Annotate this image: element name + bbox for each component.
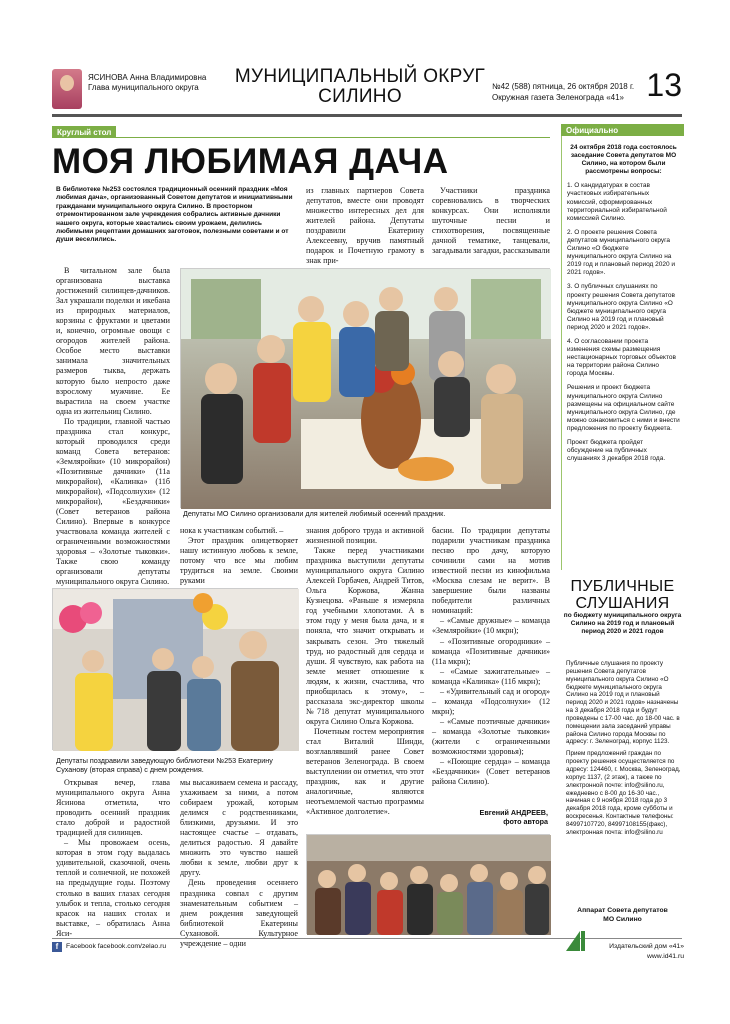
paragraph: В читальном зале была организована выставка достижений силинцев-дачников. Зал украшали поделки и икебана из природных материалов, корзины с фруктами и цветами и, конечно, огромные овощи с огородов жителей района. Особое место выставки занимала значительных размеров тыква, держать которую было непросто даже взрослому мужчине. Ее вырастила на своем участке одна из жительниц Силино. (56, 266, 170, 416)
photo-audience (306, 834, 550, 934)
paragraph: нока к участникам событий. – (180, 526, 284, 535)
rubric-divider (52, 137, 550, 138)
nomination: – «Поющие сердца» – команда «Бездачники» (Совет ветеранов района Силино). (432, 757, 550, 787)
photo-1-caption: Депутаты МО Силино организовали для жителей любимый осенний праздник. (183, 509, 446, 518)
article-column-2-bottom (180, 778, 298, 948)
section-title-line2: СИЛИНО (318, 86, 402, 107)
nomination: – «Самые зажигательные» – команда «Калинка» (11б мкрн); (432, 666, 550, 686)
paragraph: День проведения осеннего праздника совпал с другим знаменательным событием – днем рождения заведующей библиотекой Екатерины Сухановой. Культурное учреждение – одни (180, 878, 298, 948)
author-name: ЯСИНОВА Анна Владимировна (88, 73, 207, 82)
sidebar-note: Решения и проект бюджета муниципального округа Силино размещены на официальном сайте муниципального округа Силино, где можно ознакомиться с ними и внести предложения по проекту бюджета. (567, 384, 680, 432)
sidebar-note: Проект бюджета пройдет обсуждение на публичных слушаниях 3 декабря 2018 года. (567, 439, 666, 463)
signature-author: Евгений АНДРЕЕВ, (479, 808, 548, 817)
article-rubric: Круглый стол (52, 126, 116, 138)
nomination: – «Удивительный сад и огород» – команда «Подсолнухи» (12 мкрн); (432, 686, 550, 716)
paragraph: По традиции, главной частью праздника стал конкурс, который проводился среди команд Совета ветеранов: «Земляройки» (10 микрорайон) «Позитивные дачники» (11а микрорайон), «Калинка» (11б микрорайон), «Подсолнухи» (12 микрорайон), «Бездачники» (Совет ветеранов района Силино). Впервые в конкурсе участвовала команда жителей с ограниченными возможностями здоровья – «Золотые тыковки». Также свою команду организовали депутаты муниципального округа Силино. (56, 416, 170, 587)
publisher-logo-icon (566, 931, 586, 951)
sidebar-official (561, 136, 684, 469)
photo-illustration (181, 269, 551, 509)
article-column-1-bottom (56, 778, 170, 938)
page-header (52, 65, 682, 117)
facebook-icon: f (52, 942, 62, 952)
paragraph: Также перед участниками праздника выступили депутаты муниципального округа Силино Алексей Горбачев, Андрей Титов, Ольга Коржова, Жанна Кузнецова. «Раньше я измеряла год учебными хлопотами. А в этом году у меня была дача, и я поняла, что значит открывать и закрывать сезон. Это тяжелый труд, но радостный для сердца и души. Я чувствую, как работа на земле меняет отношение к людям, к жизни, счастлива, что приобщилась к этому», – рассказала экс-директор школы №718 депутат муниципального округа Силино Ольга Коржова. (306, 546, 424, 726)
public-sign-line1: Аппарат Совета депутатов (577, 907, 668, 914)
photo-illustration (53, 589, 299, 751)
paragraph: – Мы провожаем осень, которая в этом году выдалась удивительной, сказочной, очень теплой и солнечной, не похожей на предыдущие годы. Поэтому столько в ваших глазах сегодня улыбок и тепла, столько сегодня красок на наших столах и выставке, – обратилась Анна Яси- (56, 838, 170, 938)
article-column-2-top (306, 186, 424, 266)
page-number: 13 (646, 67, 682, 103)
sidebar-item: 1. О кандидатурах в состав участковых избирательных комиссий, сформированных территориальной избирательной комиссией Силино. (567, 182, 667, 222)
article-column-3-top (432, 186, 550, 266)
sidebar-item: 2. О проекте решения Совета депутатов муниципального округа Силино «О бюджете муниципального округа Силино на 2019 год и плановый период 2020 и 2021 годов». (567, 228, 676, 277)
issue-info (492, 81, 642, 103)
public-hearings-title-line2: СЛУШАНИЯ (575, 595, 670, 612)
page-footer (52, 938, 684, 960)
nomination: – «Позитивные огородники» – команда «Позитивные дачники» (11а мкрн); (432, 636, 550, 666)
article-column-2-mid (180, 526, 298, 586)
issue-number: №42 (588) пятница, 26 октября 2018 г. (492, 82, 635, 91)
public-hearings-body (566, 660, 682, 841)
author-block (88, 73, 218, 93)
author-photo (52, 69, 82, 109)
public-hearings-title-line1: ПУБЛИЧНЫЕ (570, 578, 675, 595)
signature-photo-credit: фото автора (503, 817, 548, 826)
sidebar-item: 3. О публичных слушаниях по проекту решения Совета депутатов муниципального округа Силино «О бюджете муниципального округа Силино на 2019 год и плановый период 2020 и 2021 годов». (567, 283, 675, 331)
article-headline: МОЯ ЛЮБИМАЯ ДАЧА (52, 142, 449, 181)
sidebar-rubric: Официально (561, 124, 684, 136)
public-hearings-title (561, 578, 684, 612)
author-position: Глава муниципального округа (88, 83, 199, 92)
photo-celebration-table (180, 268, 550, 508)
paragraph: басни. По традиции депутаты подарили участникам праздника песню про дачу, которую сочинили сами на мотив известной песни из кинофильма «Москва слезам не верит». В завершение были названы победители различных номинаций: (432, 526, 550, 616)
paragraph: Участники праздника соревновались в творческих конкурсах. Они исполняли шуточные песни и стихотворения, посвященные дачной тематике, танцевали, загадывали загадки, рассказывали (432, 186, 550, 256)
nomination: – «Самые дружные» – команда «Земляройки» (10 мкрн); (432, 616, 550, 636)
paper-name: Окружная газета Зеленограда «41» (492, 93, 625, 102)
public-hearings-subtitle: по бюджету муниципального округа Силино на 2019 год и плановый период 2020 и 2021 годов (563, 612, 682, 636)
article-signature (430, 808, 548, 826)
public-hearings-paragraph: Прием предложений граждан по проекту решения осуществляется по адресу: 124460, г. Москва, Зеленоград, корпус 1137, (2 этаж), а также по электронной почте: info@silino.ru, ежедневно с 8-00 до 16-30 час., начиная с 9 ноября 2018 года до 3 декабря 2018 года, кроме субботы и воскресенья. Контактные телефоны: 84997107720, 84997108155(факс), электронная почта: info@silino.ru (566, 750, 681, 836)
section-title (200, 67, 520, 107)
section-title-line1: МУНИЦИПАЛЬНЫЙ ОКРУГ (234, 66, 486, 87)
public-hearings-paragraph: Публичные слушания по проекту решения Совета депутатов муниципального округа Силино «О бюджете муниципального округа Силино на 2019 год и плановый период 2020 и 2021 годов» назначены на 3 декабря 2018 года и будут проведены с 17-00 час. до 18-00 час. в помещении зала заседаний управы района Силино города Москвы по адресу: г. Зеленоград, корпус 1123. (566, 660, 680, 746)
public-hearings-signature (561, 906, 684, 924)
article-column-1-top (56, 266, 170, 587)
photo-birthday-congratulation (52, 588, 298, 750)
paragraph: Открывая вечер, глава муниципального округа Анна Ясинова отметила, что проводить осенний праздник стало доброй и радостной традицией для силинцев. (56, 778, 170, 838)
paragraph: знания доброго труда и активной жизненной позиции. (306, 526, 424, 546)
sidebar-item: 4. О согласовании проекта изменения схемы размещения нестационарных торговых объектов на территории района Силино города Москвы. (567, 337, 676, 378)
sidebar-intro: 24 октября 2018 года состоялось заседание Совета депутатов МО Силино, на котором были рассмотрены вопросы: (570, 144, 677, 176)
paragraph: мы высаживаем семена и рассаду, ухаживаем за ними, а потом собираем урожай, которым делимся с родственниками, близкими, друзьями. И это настоящее счастье – отдавать, делиться радостью. Я давайте множить это чувство нашей любви к земле, любви друг к другу. (180, 778, 298, 878)
photo-2-caption: Депутаты поздравили заведующую библиотеки №253 Екатерину Суханову (вторая справа) с днем рождения. (56, 756, 273, 774)
facebook-link[interactable]: Facebook facebook.com/zelao.ru (66, 943, 167, 950)
paragraph: из главных партнеров Совета депутатов, вместе они проводят множество интересных дел для жителей района. Депутаты поздравили Екатерину Алексеевну, вручив памятный подарок и Почетную грамоту в знак при- (306, 186, 424, 266)
article-column-3-mid (306, 526, 424, 824)
paragraph: Почетным гостем мероприятия стал Виталий Шинди, возглавлявший ранее Совет ветеранов Зеленограда. В своем выступлении он отметил, что этот праздник, как и другие аналогичные, являются неотъемлемой частью программы «Активное долголетие». (306, 726, 424, 817)
paragraph: Этот праздник олицетворяет нашу истинную любовь к земле, потому что все мы любим трудиться на земле. Своими руками (180, 536, 298, 586)
article-column-4-mid (432, 526, 550, 808)
article-lead: В библиотеке №253 состоялся традиционный осенний праздник «Моя любимая дача», организованный Советом депутатов и инициативными гражданами муниципального округа Силино. В просторном отремонтированном зале учреждения собрались активные дачники нашего округа, которые хвастались своим урожаем, делились любимыми рецептами домашних заготовок, полезными советами и от души веселились. (56, 186, 293, 244)
publisher-link[interactable]: Издательский дом «41» www.id41.ru (609, 943, 684, 960)
nomination: – «Самые поэтичные дачники» – команда «Золотые тыковки» (жители с ограниченными возможностями здоровья); (432, 716, 550, 757)
public-sign-line2: МО Силино (603, 916, 642, 923)
photo-illustration (307, 835, 551, 935)
